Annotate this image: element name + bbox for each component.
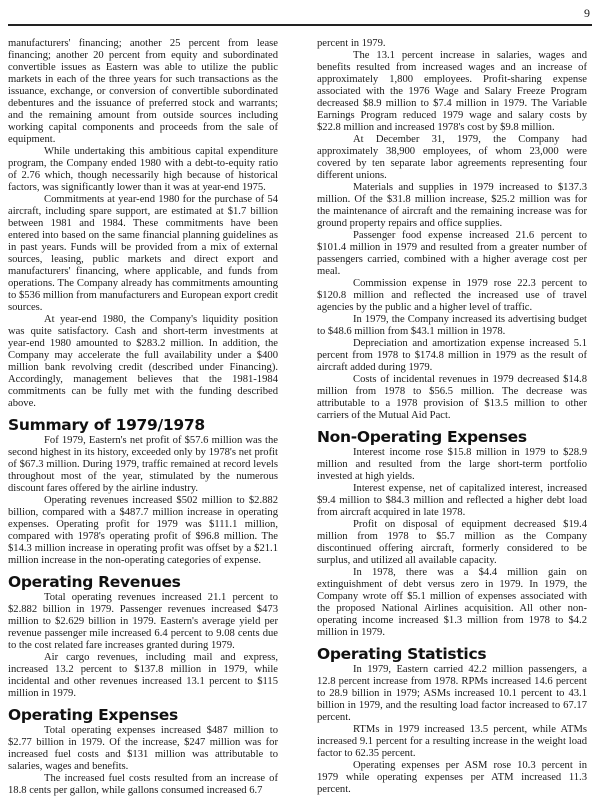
paragraph: In 1978, there was a $4.4 million gain on extinguishment of debt versus zero in 1979. In 1979, the Company wrote off $5.1 million of expenses associated with the proposed National Airlines acquisition. All other non-operating income increased $1.3 million from 1978 to $4.2 million in 1979.: [317, 567, 587, 638]
paragraph: In 1979, Eastern carried 42.2 million passengers, a 12.8 percent increase from 1978. RPMs increased 14.6 percent to 28.9 billion in 1979; ASMs increased 10.1 percent to 43.1 billion in 1979, and the resulting load factor increased to 67.17 percent.: [317, 664, 587, 723]
page-number: 9: [584, 6, 590, 20]
paragraph: At year-end 1980, the Company's liquidity position was quite satisfactory. Cash and short-term investments at year-end 1980 amounted to $283.2 million. In addition, the Company may accelerate the full availability under a $400 million bank revolving credit (described under Financing). Accordingly, management believes that the 1981-1984 commitments can be fully met with the funding described above.: [8, 314, 278, 409]
section-heading-non-operating-expenses: Non-Operating Expenses: [317, 428, 527, 446]
paragraph: Total operating revenues increased 21.1 percent to $2.882 billion in 1979. Passenger revenues increased $473 million to $2.629 billion in 1979. Eastern's average yield per revenue passenger mile increased 6.4 percent to 9.08 cents due to the cost related fare increases granted during 1979.: [8, 592, 278, 651]
paragraph: In 1979, the Company increased its advertising budget to $48.6 million from $43.1 million in 1978.: [317, 314, 587, 337]
paragraph: Profit on disposal of equipment decreased $19.4 million from 1978 to $5.7 million as the Company discontinued offering aircraft, formerly considered to be surplus, and utilized all available capacity.: [317, 519, 587, 566]
left-column: [8, 38, 278, 797]
paragraph: Commitments at year-end 1980 for the purchase of 54 aircraft, including spare support, are estimated at $1.7 billion between 1981 and 1984. These commitments have been entered into based on the same financial planning guidelines as in past years. Funds will be provided from a mix of external sources, leasing, public markets and direct export and manufacturers' financing, where applicable, and funds from operations. The Company already has commitments amounting to $536 million from manufacturers and European export credit sources.: [8, 194, 278, 313]
paragraph: RTMs in 1979 increased 13.5 percent, while ATMs increased 9.1 percent for a resulting increase in the weight load factor to 62.35 percent.: [317, 724, 587, 759]
paragraph: percent in 1979.: [317, 38, 386, 49]
paragraph: Passenger food expense increased 21.6 percent to $101.4 million in 1979 and resulted from a greater number of passengers carried, combined with a higher average cost per meal.: [317, 230, 587, 277]
paragraph: At December 31, 1979, the Company had approximately 38,900 employees, of whom 23,000 were covered by ten separate labor agreements representing four different unions.: [317, 134, 587, 181]
paragraph: The increased fuel costs resulted from an increase of 18.8 cents per gallon, while gallons consumed increased 6.7: [8, 773, 278, 796]
paragraph: Interest income rose $15.8 million in 1979 to $28.9 million and resulted from the large short-term portfolio invested at high yields.: [317, 447, 587, 482]
section-heading-operating-statistics: Operating Statistics: [317, 645, 487, 663]
paragraph: Operating expenses per ASM rose 10.3 percent in 1979 while operating expenses per ATM increased 11.3 percent.: [317, 760, 587, 795]
paragraph: Commission expense in 1979 rose 22.3 percent to $120.8 million and reflected the increased use of travel agencies by the public and a higher level of traffic.: [317, 278, 587, 313]
section-heading-operating-revenues: Operating Revenues: [8, 573, 181, 591]
paragraph: Costs of incidental revenues in 1979 decreased $14.8 million from 1978 to $56.5 million. The decrease was attributable to a 1978 provision of $13.5 million to other carriers of the Mutual Aid Pact.: [317, 374, 587, 421]
right-column: [317, 38, 587, 796]
paragraph: Interest expense, net of capitalized interest, increased $9.4 million to $84.3 million and reflected a higher debt load from aircraft acquired in late 1978.: [317, 483, 587, 518]
paragraph: manufacturers' financing; another 25 percent from lease financing; another 20 percent from equity and subordinated convertible issues as Eastern was able to utilize the public markets in each of the three years for such transactions as the issuance, exchange, or conversion of convertible subordinated debentures and the issuance of preferred stock and warrants; and the remaining amount from outside sources including working capital components and proceeds from the sale of equipment.: [8, 38, 278, 145]
paragraph: While undertaking this ambitious capital expenditure program, the Company ended 1980 with a debt-to-equity ratio of 2.76 which, though necessarily high because of historical factors, was significantly lower than it was at year-end 1975.: [8, 146, 278, 193]
paragraph: Materials and supplies in 1979 increased to $137.3 million. Of the $31.8 million increase, $25.2 million was for the maintenance of aircraft and the remaining increase was for ground property repairs and office supplies.: [317, 182, 587, 229]
header-rule: [8, 24, 592, 26]
paragraph: Total operating expenses increased $487 million to $2.77 billion in 1979. Of the increase, $247 million was for increased fuel costs and $131 million was attributable to salaries, wages and benefits.: [8, 725, 278, 772]
paragraph: Air cargo revenues, including mail and express, increased 13.2 percent to $137.8 million in 1979, while incidental and other revenues increased 13.1 percent to $115 million in 1979.: [8, 652, 278, 699]
section-heading-operating-expenses: Operating Expenses: [8, 706, 178, 724]
paragraph: Depreciation and amortization expense increased 5.1 percent from 1978 to $174.8 million in 1979 as the result of aircraft added during 1979.: [317, 338, 587, 373]
section-heading-summary: Summary of 1979/1978: [8, 416, 205, 434]
paragraph: The 13.1 percent increase in salaries, wages and benefits resulted from increased wages and an increase of approximately 1,800 employees. Profit-sharing expense associated with the 1976 Wage and Salary Freeze Program decreased $8.9 million to $7.4 million in 1979. The Variable Earnings Program reduced 1979 wage and salary costs by $22.8 million and increased 1978's cost by $9.8 million.: [317, 50, 587, 133]
paragraph: Fof 1979, Eastern's net profit of $57.6 million was the second highest in its history, exceeded only by 1978's net profit of $67.3 million. During 1979, traffic remained at record levels throughout most of the year, stimulated by the numerous discount fares offered by the airline industry.: [8, 435, 278, 494]
paragraph: Operating revenues increased $502 million to $2.882 billion, compared with a $487.7 million increase in operating expenses. Operating profit for 1979 was $111.1 million, compared with 1978's operating profit of $96.8 million. The $14.3 million increase in operating profit was offset by a $21.1 million increase in the non-operating categories of expense.: [8, 495, 278, 566]
